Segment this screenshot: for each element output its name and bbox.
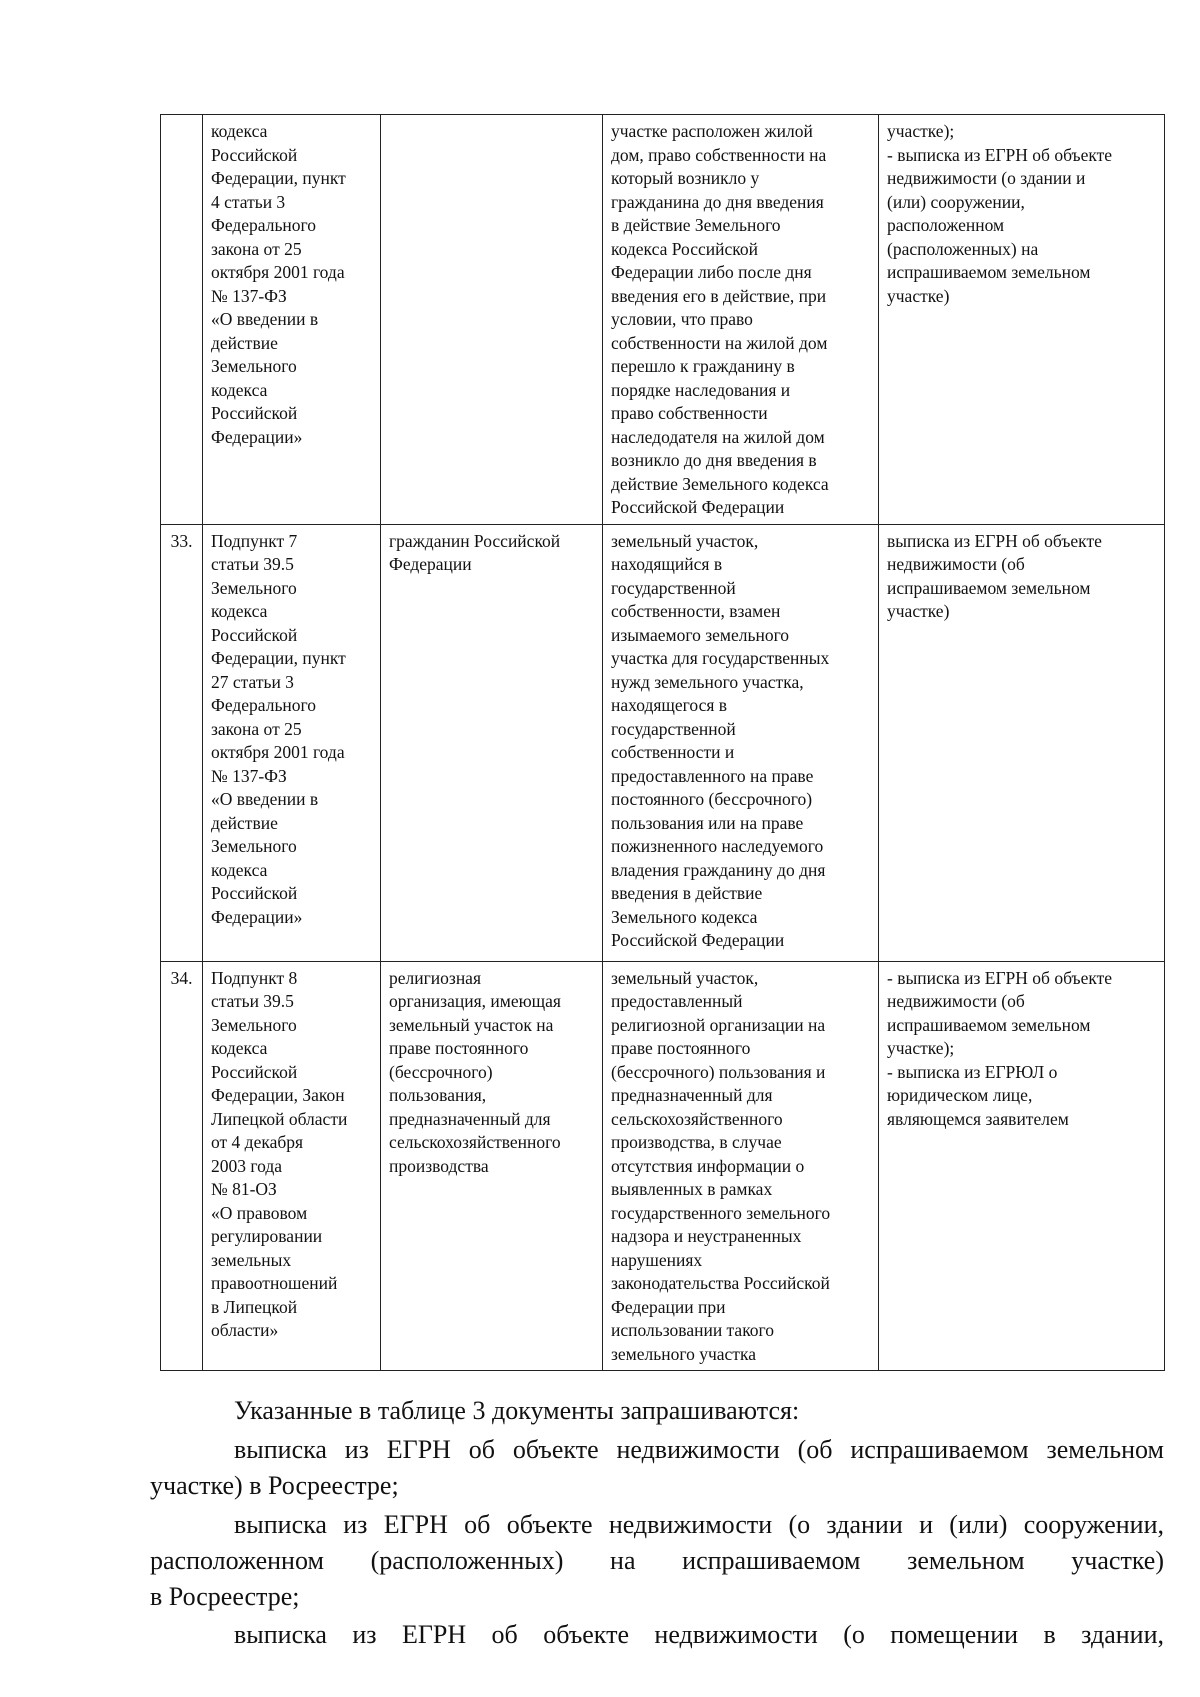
applicant-cell: гражданин Российской Федерации [381,524,603,961]
documents-cell: - выписка из ЕГРН об объекте недвижимости (об испрашиваемом земельном участке); - выписка из ЕГРЮЛ о юридическом лице, являющемся заявителем [879,961,1165,1371]
row-number: 33. [161,524,203,961]
table-row [161,961,1165,1371]
applicant-cell: религиозная организация, имеющая земельный участок на праве постоянного (бессрочного) пользования, предназначенный для сельскохозяйственного производства [381,961,603,1371]
row-number [161,115,203,525]
paragraph-line: выписка из ЕГРН об объекте недвижимости (об испрашиваемом земельном [234,1435,1164,1464]
paragraph-line: в Росреестре; [150,1582,300,1611]
documents-cell: участке); - выписка из ЕГРН об объекте недвижимости (о здании и (или) сооружении, расположенном (расположенных) на испрашиваемом земельном участке) [879,115,1165,525]
applicant-cell [381,115,603,525]
table-row [161,524,1165,961]
paragraph-intro: Указанные в таблице 3 документы запрашиваются: [234,1396,800,1425]
legal-basis-cell: Подпункт 7 статьи 39.5 Земельного кодекса Российской Федерации, пункт 27 статьи 3 Федерального закона от 25 октября 2001 года № 137-ФЗ «О введении в действие Земельного кодекса Российской Федерации» [203,524,381,961]
land-plot-cell: земельный участок, находящийся в государственной собственности, взамен изымаемого земельного участка для государственных нужд земельного участка, находящегося в государственной собственности и предоставленного на праве постоянного (бессрочного) пользования или на праве пожизненного наследуемого владения гражданину до дня введения в действие Земельного кодекса Российской Федерации [603,524,879,961]
legal-basis-cell: Подпункт 8 статьи 39.5 Земельного кодекса Российской Федерации, Закон Липецкой области от 4 декабря 2003 года № 81-ОЗ «О правовом регулировании земельных правоотношений в Липецкой области» [203,961,381,1371]
legal-basis-cell: кодекса Российской Федерации, пункт 4 статьи 3 Федерального закона от 25 октября 2001 года № 137-ФЗ «О введении в действие Земельного кодекса Российской Федерации» [203,115,381,525]
documents-table [160,114,1165,1371]
documents-cell: выписка из ЕГРН об объекте недвижимости (об испрашиваемом земельном участке) [879,524,1165,961]
paragraph-line: участке) в Росреестре; [150,1471,399,1500]
land-plot-cell: земельный участок, предоставленный религиозной организации на праве постоянного (бессрочного) пользования и предназначенный для сельскохозяйственного производства, в случае отсутствия информации о выявленных в рамках государственного земельного надзора и неустраненных нарушениях законодательства Российской Федерации при использовании такого земельного участка [603,961,879,1371]
paragraph-line: выписка из ЕГРН об объекте недвижимости (о здании и (или) сооружении, [234,1510,1164,1539]
paragraph-line: расположенном (расположенных) на испрашиваемом земельном участке) [150,1546,1164,1575]
paragraph-line: выписка из ЕГРН об объекте недвижимости (о помещении в здании, [234,1620,1164,1649]
land-plot-cell: участке расположен жилой дом, право собственности на который возникло у гражданина до дня введения в действие Земельного кодекса Российской Федерации либо после дня введения его в действие, при условии, что право собственности на жилой дом перешло к гражданину в порядке наследования и право собственности наследодателя на жилой дом возникло до дня введения в действие Земельного кодекса Российской Федерации [603,115,879,525]
table-row [161,115,1165,525]
row-number: 34. [161,961,203,1371]
